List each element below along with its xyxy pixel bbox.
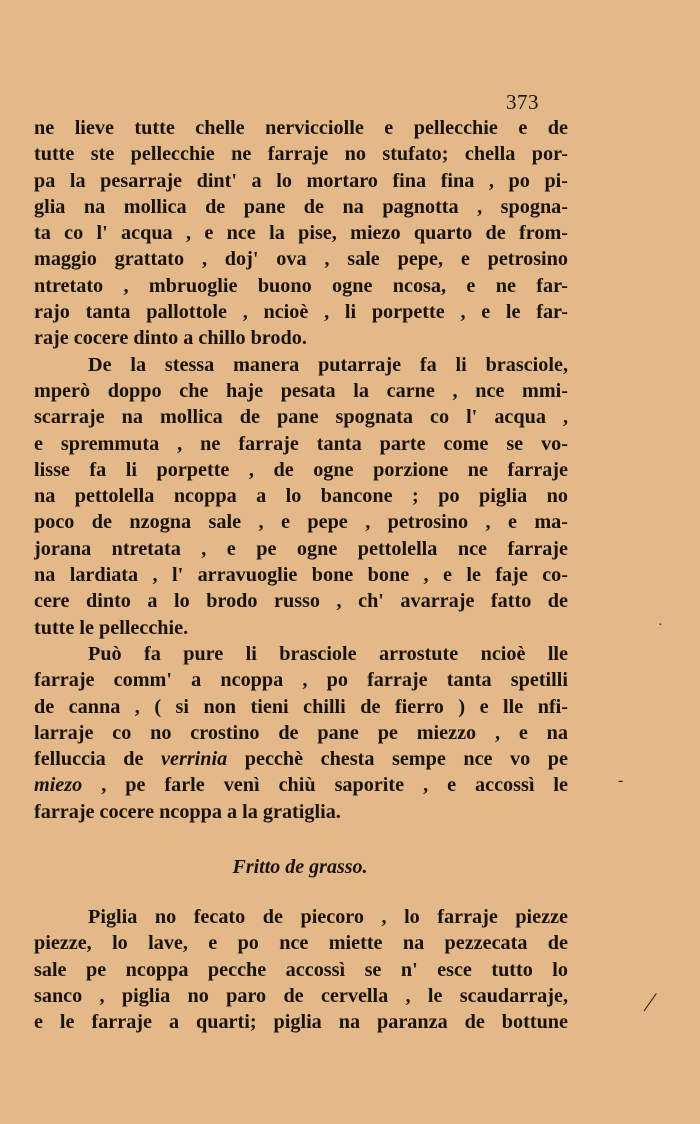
text-line: pa la pesarraje dint' a lo mortaro fina fina , po pi- xyxy=(34,169,568,192)
margin-dot-mark: · xyxy=(658,618,663,633)
section-title: Fritto de grasso. xyxy=(232,856,368,878)
text-line: piezze, lo lave, e po nce miette na pezzecata de xyxy=(34,932,568,955)
text-line: lisse fa li porpette , de ogne porzione ne farraje xyxy=(34,458,568,481)
text-line: Può fa pure li brasciole arrostute ncioè lle xyxy=(88,642,568,665)
text-line: na pettolella ncoppa a lo bancone ; po piglia no xyxy=(34,485,568,508)
text-line: na lardiata , l' arravuoglie bone bone , e le faje co- xyxy=(34,564,568,587)
paragraph-3 xyxy=(34,641,568,825)
text-line: Piglia no fecato de piecoro , lo farraje piezze xyxy=(88,906,568,928)
margin-dash-mark: - xyxy=(618,772,624,789)
text-line: rajo tanta pallottole , ncioè , li porpette , e le far- xyxy=(34,301,568,324)
text-line: larraje co no crostino de pane pe miezzo , e na xyxy=(34,721,568,744)
text-line: jorana ntretata , e pe ogne pettolella nce farraje xyxy=(34,537,568,560)
italic-word: verrinia xyxy=(161,748,228,771)
text-line: sanco , piglia no paro de cervella , le scaudarraje, xyxy=(34,984,568,1007)
text-line: mperò doppo che haje pesata la carne , nce mmi- xyxy=(34,379,568,402)
paragraph-4 xyxy=(34,904,568,1035)
text-line: sale pe ncoppa pecche accossì se n' esce tutto lo xyxy=(34,958,568,981)
text-line: cere dinto a lo brodo russo , ch' avarraje fatto de xyxy=(34,590,568,613)
text-line: tutte ste pellecchie ne farraje no stufato; chella por- xyxy=(34,143,568,166)
text-line: scarraje na mollica de pane spognata co l' acqua , xyxy=(34,406,568,429)
text-line: maggio grattato , doj' ova , sale pepe, e petrosino xyxy=(34,248,568,271)
text-line xyxy=(34,772,568,798)
page-number: 373 xyxy=(506,90,539,114)
text-segment: pecchè chesta sempe nce vo pe xyxy=(227,748,568,771)
text-line: ne lieve tutte chelle nervicciolle e pellecchie e de xyxy=(34,117,568,139)
text-line: ta co l' acqua , e nce la pise, miezo quarto de from- xyxy=(34,222,568,245)
paragraph-2 xyxy=(34,352,568,641)
main-text xyxy=(34,115,568,825)
text-segment: felluccia de xyxy=(34,748,162,771)
text-line: e le farraje a quarti; piglia na paranza de bottune xyxy=(34,1011,568,1034)
text-line: tutte le pellecchie. xyxy=(34,616,189,639)
text-line: raje cocere dinto a chillo brodo. xyxy=(34,327,307,350)
italic-word: miezo xyxy=(34,774,83,797)
text-line: De la stessa manera putarraje fa li brasciole, xyxy=(88,353,568,376)
text-line: ntretato , mbruoglie buono ogne ncosa, e ne far- xyxy=(34,274,568,297)
text-line: de canna , ( si non tieni chilli de fierro ) e lle nfi- xyxy=(34,695,568,718)
text-line: farraje comm' a ncoppa , po farraje tanta spetilli xyxy=(34,669,568,692)
paragraph-1 xyxy=(34,115,568,352)
text-line: farraje cocere ncoppa a la gratiglia. xyxy=(34,800,341,823)
text-line: poco de nzogna sale , e pepe , petrosino , e ma- xyxy=(34,511,568,534)
text-line: glia na mollica de pane de na pagnotta , spogna- xyxy=(34,195,568,218)
margin-slash-mark: ⁄ xyxy=(648,988,653,1017)
text-segment: , pe farle venì chiù saporite , e accossì le xyxy=(82,774,568,797)
text-line: e spremmuta , ne farraje tanta parte come se vo- xyxy=(34,432,568,455)
text-line xyxy=(34,746,568,772)
section-text xyxy=(34,904,568,1035)
